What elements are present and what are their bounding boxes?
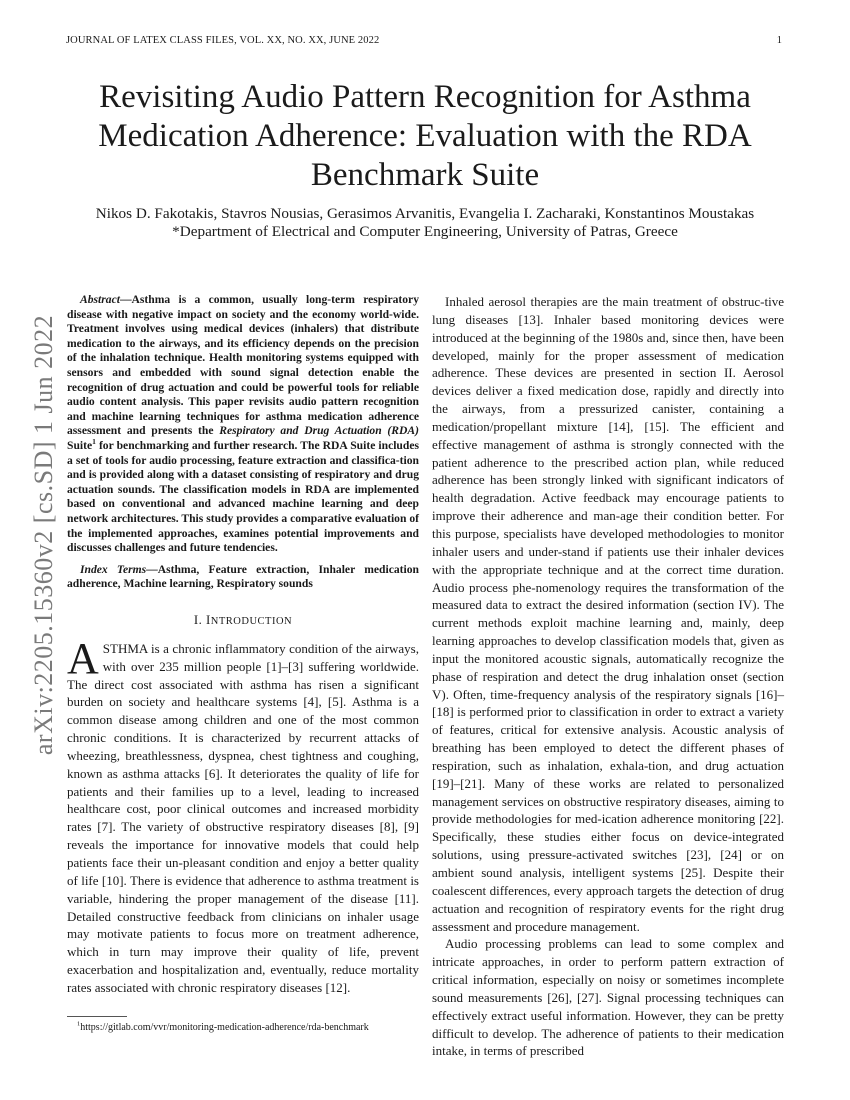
index-terms-label: Index Terms xyxy=(80,562,147,576)
paper-affiliation: *Department of Electrical and Computer Engineering, University of Patras, Greece xyxy=(172,223,678,240)
intro-paragraph-1: ASTHMA is a chronic inflammatory condition of the airways, with over 235 million people [1]–[3] suffering worldwide. The direct cost associated with asthma has risen a significant burden on society and healthcare systems [4], [5]. Asthma is a common disease among children and one of the most common chronic conditions. It is characterized by recurrent attacks of wheezing, breathlessness, dyspnea, chest tightness and coughing, known as asthma attacks [6]. It deteriorates the quality of life for patients and their families up to a level, leading to increased healthcare cost, poor clinical outcomes and increased morbidity rates [7]. The variety of obstructive respiratory diseases [8], [9] reveals the importance for innovative models that could help patients face their un-pleasant condition and enjoy a better quality of life [10]. There is evidence that adherence to asthma treatment is variable, hindering the proper management of the disease [11]. Detailed constructive feedback from clinicians on inhaler usage may motivate patients to focus more on treatment adherence, which in turn may improve their quality of life, prevent exacerbation and hospitalization and, eventually, reduce mortality rates associated with chronic respiratory diseases [12]. xyxy=(67,633,419,995)
index-terms-text: —Asthma, Feature extraction, Inhaler medication adherence, Machine learning, Respiratory sounds xyxy=(67,562,419,591)
arxiv-identifier: arXiv:2205.15360v2 [cs.SD] 1 Jun 2022 xyxy=(29,314,58,756)
section-heading-introduction: I. INTRODUCTION xyxy=(193,612,293,627)
intro-lead-caps: STHMA xyxy=(102,640,148,656)
page-number: 1 xyxy=(776,35,782,46)
abstract-suite-name: Respiratory and Drug Actuation (RDA) xyxy=(219,424,419,438)
paper-authors: Nikos D. Fakotakis, Stavros Nousias, Gerasimos Arvanitis, Evangelia I. Zacharaki, Konstantinos Moustakas xyxy=(95,205,755,222)
dropcap-letter: A xyxy=(67,633,99,683)
footnote-url[interactable]: https://gitlab.com/vvr/monitoring-medication-adherence/rda-benchmark xyxy=(80,1022,369,1033)
abstract xyxy=(67,293,419,556)
paper-title: Revisiting Audio Pattern Recognition for Asthma Medication Adherence: Evaluation with the RDA Benchmark Suite xyxy=(98,79,752,193)
index-terms xyxy=(67,563,419,592)
abstract-text-part1: —Asthma is a common, usually long-term respiratory disease with negative impact on society and the economy world-wide. Treatment involves using medical devices (inhalers) that distribute medication to the airways, and its efficiency depends on the precision of the inhalation technique. Health monitoring systems equipped with sensors and embedded with sound signal detection enable the recognition of drug actuation and could be powerful tools for reliable audio content analysis. This paper revisits audio pattern recognition and machine learning techniques for asthma medication adherence assessment and presents the xyxy=(67,293,419,438)
footnote-marker[interactable]: 1 xyxy=(92,437,96,447)
footnote-rule xyxy=(67,1016,127,1017)
intro-paragraph-3: Audio processing problems can lead to some complex and intricate approaches, in order to perform pattern extraction of critical information, especially on noisy or sometimes incomplete sound measurements [26], [27]. Signal processing techniques can effectively extract useful information. However, they can be pretty difficult to develop. The adherence of patients to their medication intake, in terms of prescribed xyxy=(432,936,784,1059)
left-column xyxy=(67,293,419,997)
footnote-number: 1 xyxy=(77,1020,81,1028)
abstract-text-part3: for benchmarking and further research. The RDA Suite includes a set of tools for audio processing, feature extraction and classifica-tion and is provided along with a dataset consisting of respiratory and drug actuation sounds. The classification models in RDA are implemented based on conventional and advanced machine learning and deep network architectures. This study provides a comparative evaluation of the implemented approaches, examines potential improvements and discusses challenges and future tendencies. xyxy=(67,438,419,555)
right-column xyxy=(432,293,784,1060)
footnote xyxy=(67,1022,419,1034)
abstract-text-part2: Suite xyxy=(67,438,93,452)
intro-paragraph-2: Inhaled aerosol therapies are the main treatment of obstruc-tive lung diseases [13]. Inhaler based monitoring devices were introduced at the beginning of the 1980s and, since then, have been developed, mainly for the proper assessment of medication adherence. These devices are presented in section II. Aerosol devices deliver a fixed medication dose, rapidly and directly into the airways, from a pressurized canister, containing a medication/propellant mixture [14], [15]. The efficient and effective management of asthma is strongly connected with the patient adherence to the prescribed action plan, while reduced adherence has been strongly linked with significant indicators of health degradation. Active feedback may encourage patients to improve their adherence and man-age their condition better. For this purpose, specialists have developed methodologies to monitor inhaler users and under-stand if patients use their inhaler devices with the appropriate technique and at the correct time duration. Audio process phe-nomenology requires the transformation of the measured data to extract the desired information (section IV). The current methods exploit machine learning and, mainly, deep learning approaches to develop classification models that, given as input the monitored acoustic signals, automatically recognize the phase of respiration and detect the drug inhalation onset (section V). Often, time-frequency analysis of the respiratory signals [16]–[18] is performed prior to classification in order to extract a variety of features, critical for extensive analysis. Acoustic analysis of breathing has been employed to detect the different phases of respiration, such as inhalation, exhala-tion, and drug actuation [19]–[21]. Many of these works are related to personalized management services on obstructive respiratory diseases, aiming to provide methodologies for med-ication adherence monitoring [22]. Specifically, these studies either focus on device-integrated solutions, using pressure-activated switches [23], [24] or on ambient sound analysis, intelligent systems [25]. Despite their coalescent differences, every approach targets the detection of drug actuation and recognition of respiratory events for the right drug assessment and procedure management. xyxy=(432,294,784,934)
running-header: JOURNAL OF LATEX CLASS FILES, VOL. XX, NO. XX, JUNE 2022 xyxy=(66,35,380,46)
abstract-label: Abstract xyxy=(80,293,120,306)
